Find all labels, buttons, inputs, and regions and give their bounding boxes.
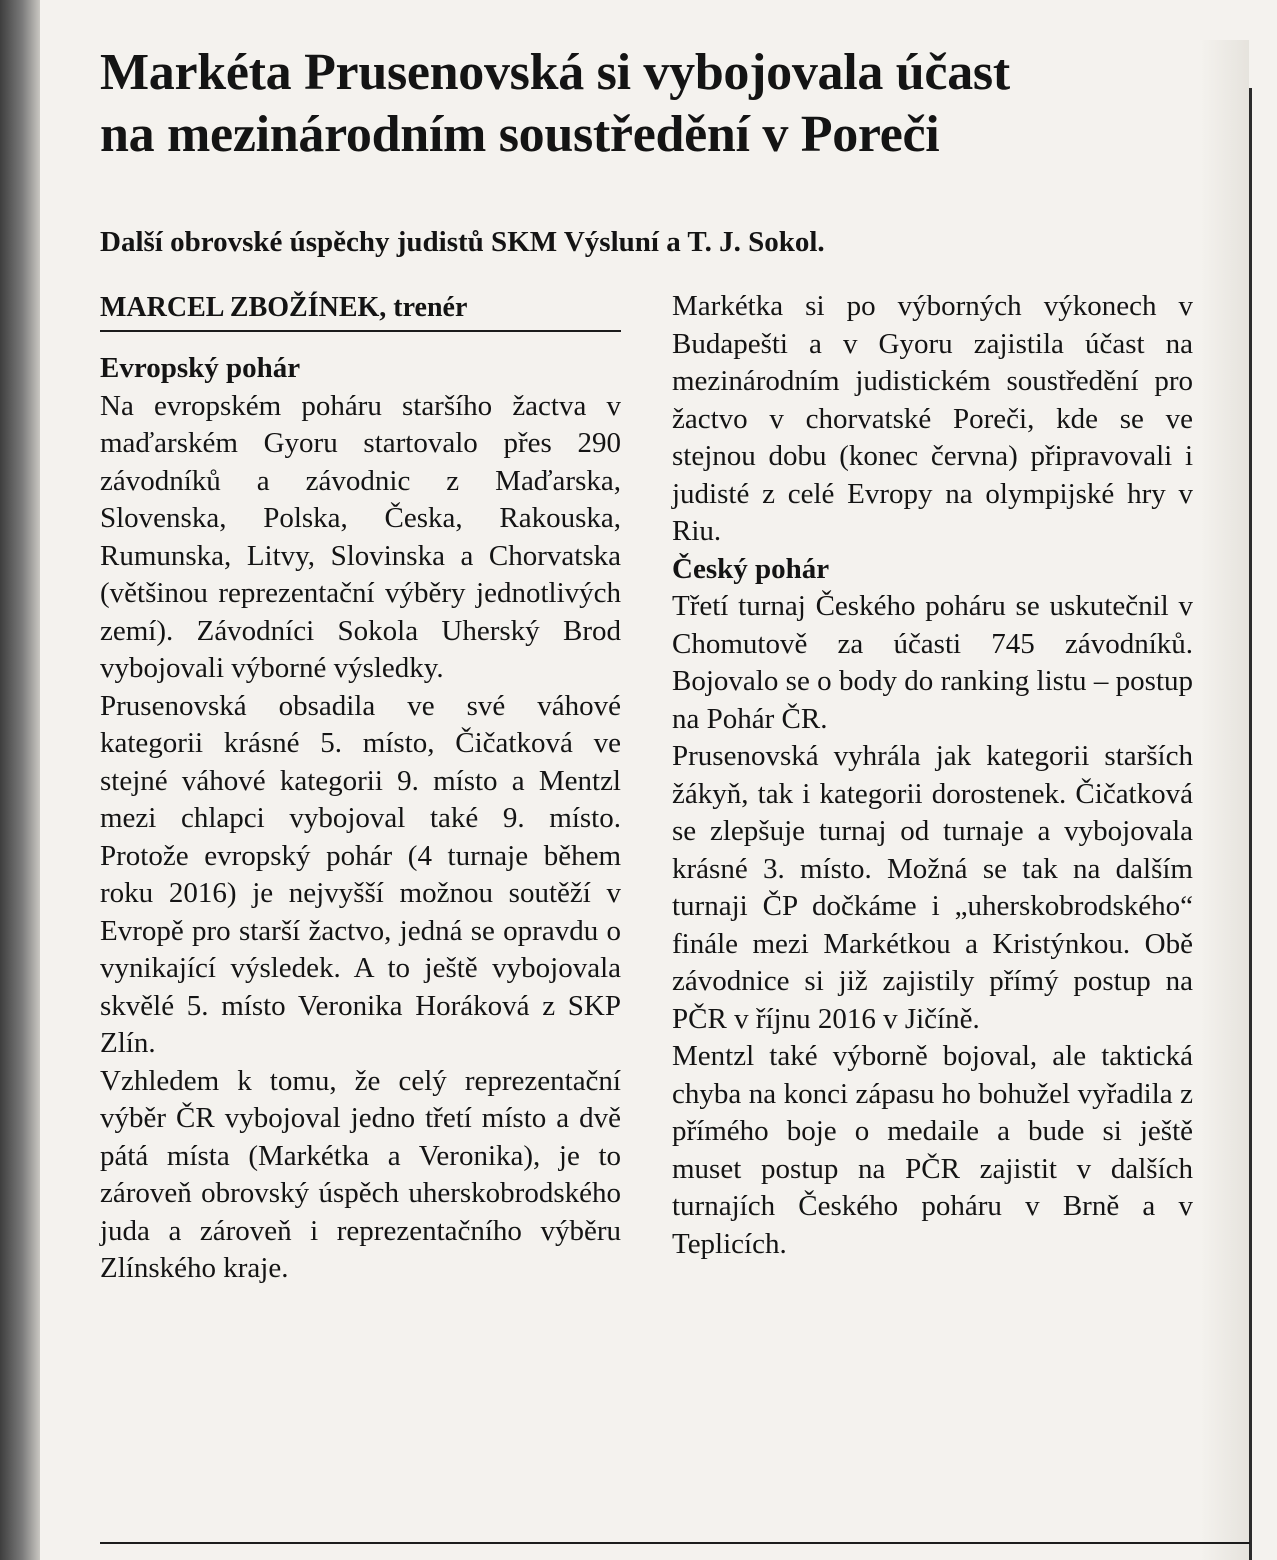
paragraph: Na evropském poháru staršího žactva v maďarském Gyoru startovalo přes 290 závodníků a závodnic z Maďarska, Slovenska, Polska, Česka, Rakouska, Rumunska, Litvy, Slovinska a Chorvatska (většinou reprezentační výběry jednotlivých zemí). Závodníci Sokola Uherský Brod vybojovali výborné výsledky. — [100, 389, 621, 684]
paragraph: Třetí turnaj Českého poháru se uskutečnil v Chomutově za účasti 745 závodníků. Bojovalo se o body do ranking listu – postup na Pohár ČR. — [672, 590, 1193, 735]
left-column — [100, 350, 621, 1288]
column-divider-rule — [1249, 88, 1252, 1560]
paragraph: Prusenovská obsadila ve své váhové kategorii krásné 5. místo, Čičatková ve stejné váhové kategorii 9. místo a Mentzl mezi chlapci vybojoval také 9. místo. Protože evropský pohár (4 turnaje během roku 2016) je nejvyšší možnou soutěží v Evropě pro starší žactvo, jedná se opravdu o vynikající výsledek. A to ještě vybojovala skvělé 5. místo Veronika Horáková z SKP Zlín. — [100, 689, 621, 1059]
paragraph: Mentzl také výborně bojoval, ale taktická chyba na konci zápasu ho bohužel vyřadila z přímého boje o medaile a bude si ještě muset postup na PČR zajistit v dalších turnajích Českého poháru v Brně a v Teplicích. — [672, 1040, 1193, 1260]
headline-line-2: na mezinárodním soustředění v Poreči — [100, 106, 940, 163]
adjacent-page-bleed — [1200, 40, 1249, 1560]
section-heading-czech-cup: Český pohár — [672, 552, 830, 585]
paragraph: Prusenovská vyhrála jak kategorii starších žákyň, tak i kategorii dorostenek. Čičatková se zlepšuje turnaj od turnaje a vybojovala krásné 3. místo. Možná se tak na dalším turnaji ČP dočkáme i „uherskobrodského“ finále mezi Markétkou a Kristýnkou. Obě závodnice si již zajistily přímý postup na PČR v říjnu 2016 v Jičíně. — [672, 740, 1193, 1035]
right-column — [672, 288, 1193, 1263]
headline-line-1: Markéta Prusenovská si vybojovala účast — [100, 44, 1010, 101]
article-subtitle: Další obrovské úspěchy judistů SKM Výsluní a T. J. Sokol. — [100, 226, 825, 258]
article-headline — [100, 42, 1210, 166]
section-heading-european-cup: Evropský pohár — [100, 352, 301, 384]
paragraph: Vzhledem k tomu, že celý reprezentační výběr ČR vybojoval jedno třetí místo a dvě pátá místa (Markétka a Veronika), je to zároveň obrovský úspěch uherskobrodského juda a zároveň i reprezentačního výběru Zlínského kraje. — [100, 1064, 621, 1284]
article-author: MARCEL ZBOŽÍNEK, trenér — [100, 286, 621, 332]
bottom-rule — [100, 1542, 1250, 1544]
paragraph: Markétka si po výborných výkonech v Budapešti a v Gyoru zajistila účast na mezinárodním judistickém soustředění pro žactvo v chorvatské Poreči, kde se ve stejnou dobu (konec června) připravovali i judisté z celé Evropy na olympijské hry v Riu. — [672, 290, 1193, 547]
scan-shadow-left — [0, 0, 40, 1560]
